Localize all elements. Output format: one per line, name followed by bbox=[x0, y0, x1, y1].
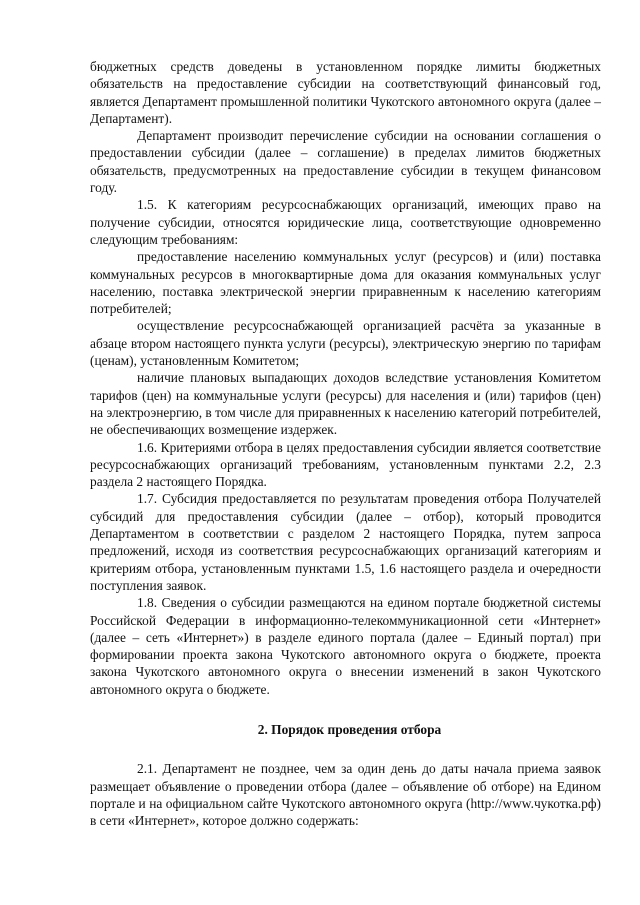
requirement-paragraph: предоставление населению коммунальных услуг (ресурсов) и (или) поставка коммунальных ресурсов в многоквартирные дома для оказания коммунальных услуг населению, поставка электрической энергии приравненным к населению категориям потребителей; bbox=[90, 249, 601, 317]
paragraphs-before-heading bbox=[90, 58, 601, 698]
paragraph-1-8: 1.8. Сведения о субсидии размещаются на едином портале бюджетной системы Российской Федерации в информационно-телекоммуникационной сети «Интернет» (далее – сеть «Интернет») в разделе единого портала (далее – Единый портал) при формировании проекта закона Чукотского автономного округа о бюджете, проекта закона Чукотского автономного округа о внесении изменений в закон Чукотского автономного округа о бюджете. bbox=[90, 595, 601, 697]
paragraphs-after-heading bbox=[90, 760, 601, 829]
paragraph-1-5: 1.5. К категориям ресурсоснабжающих организаций, имеющих право на получение субсидии, относятся юридические лица, соответствующие одновременно следующим требованиям: bbox=[90, 197, 601, 247]
paragraph-1-6: 1.6. Критериями отбора в целях предоставления субсидии является соответствие ресурсоснабжающих организаций требованиям, установленным пунктами 2.2, 2.3 раздела 2 настоящего Порядка. bbox=[90, 439, 601, 490]
paragraph-1-7: 1.7. Субсидия предоставляется по результатам проведения отбора Получателей субсидий для предоставления субсидии (далее – отбор), который проводится Департаментом в соответствии с разделом 2 настоящего Порядка, путем запроса предложений, исходя из соответствия ресурсоснабжающих организаций категориям и критериям отбора, установленным пунктами 1.5, 1.6 настоящего раздела и очередности поступления заявок. bbox=[90, 491, 601, 593]
paragraph: Департамент производит перечисление субсидии на основании соглашения о предоставлении субсидии (далее – соглашение) в пределах лимитов бюджетных обязательств, предусмотренных на предоставление субсидии в текущем финансовом году. bbox=[90, 128, 601, 196]
paragraph-2-1: 2.1. Департамент не позднее, чем за один день до даты начала приема заявок размещает объявление о проведении отбора (далее – объявление об отборе) на Едином портале и на официальном сайте Чукотского автономного округа (http://www.чукотка.рф) в сети «Интернет», которое должно содержать: bbox=[90, 761, 601, 829]
section-heading: 2. Порядок проведения отбора bbox=[257, 721, 442, 737]
requirement-paragraph: наличие плановых выпадающих доходов вследствие установления Комитетом тарифов (цен) на коммунальные услуги (ресурсы) для населения и (или) тарифов (цен) на электроэнергию, в том числе для приравненных к населению категорий потребителей, не обеспечивающих возмещение издержек. bbox=[90, 370, 601, 438]
paragraph: бюджетных средств доведены в установленном порядке лимиты бюджетных обязательств на предоставление субсидии на соответствующий финансовый год, является Департамент промышленной политики Чукотского автономного округа (далее – Департамент). bbox=[90, 59, 601, 126]
requirement-paragraph: осуществление ресурсоснабжающей организацией расчёта за указанные в абзаце втором настоящего пункта услуги (ресурсы), электрическую энергию по тарифам (ценам), установленным Комитетом; bbox=[90, 318, 601, 369]
